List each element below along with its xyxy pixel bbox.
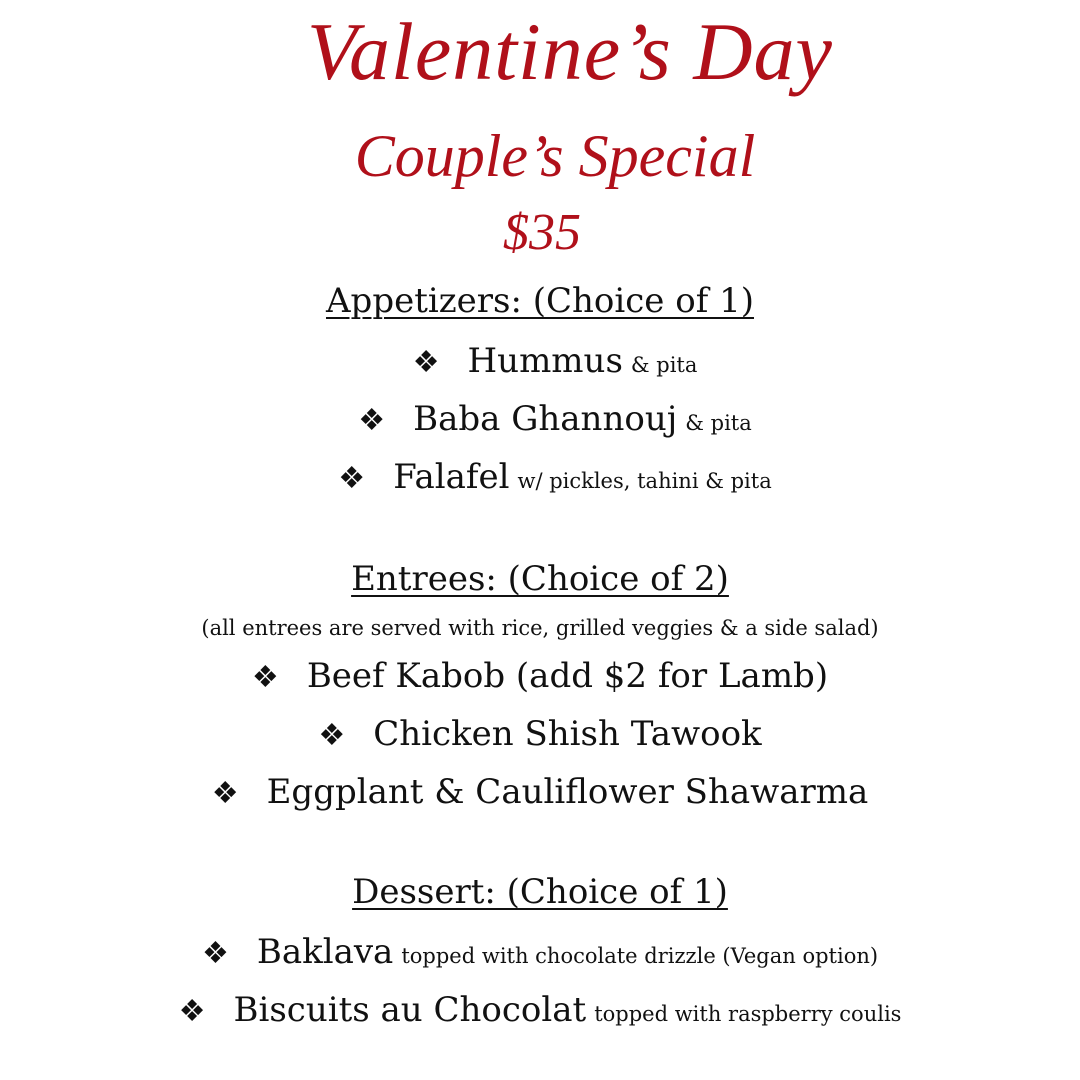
item-name: Baklava <box>256 932 394 972</box>
item-name: Baba Ghannouj <box>413 399 678 439</box>
item-detail: w/ pickles, tahini & pita <box>517 469 772 493</box>
diamond-bullet-icon: ❖ <box>178 994 206 1029</box>
item-name: Falafel <box>393 457 510 497</box>
item-detail: topped with raspberry coulis <box>594 1002 902 1026</box>
entree-item-beef-kabob <box>0 652 1080 706</box>
diamond-bullet-icon: ❖ <box>358 403 386 438</box>
item-name: Hummus <box>467 341 623 381</box>
diamond-bullet-icon: ❖ <box>201 936 229 971</box>
dessert-item-biscuits-au-chocolat <box>0 986 1080 1040</box>
entrees-heading: Entrees: (Choice of 2) <box>351 559 729 599</box>
item-name: Biscuits au Chocolat <box>233 990 587 1030</box>
diamond-bullet-icon: ❖ <box>211 776 239 811</box>
menu-title: Valentine’s Day <box>307 6 833 97</box>
appetizer-item-falafel <box>0 453 1080 507</box>
entree-item-eggplant-shawarma <box>0 768 1080 822</box>
entrees-note: (all entrees are served with rice, grilled veggies & a side salad) <box>201 616 879 640</box>
appetizers-heading: Appetizers: (Choice of 1) <box>326 281 754 321</box>
appetizer-item-hummus <box>0 337 1080 391</box>
diamond-bullet-icon: ❖ <box>318 718 346 753</box>
item-name: Beef Kabob (add $2 for Lamb) <box>306 656 829 696</box>
diamond-bullet-icon: ❖ <box>412 345 440 380</box>
appetizer-item-baba-ghannouj <box>0 395 1080 449</box>
menu-price: $35 <box>503 204 581 261</box>
item-detail: & pita <box>685 411 752 435</box>
item-name: Eggplant & Cauliflower Shawarma <box>266 772 869 812</box>
diamond-bullet-icon: ❖ <box>251 660 279 695</box>
item-detail: & pita <box>630 353 698 377</box>
dessert-heading: Dessert: (Choice of 1) <box>352 872 728 912</box>
item-detail: topped with chocolate drizzle (Vegan option) <box>401 944 879 968</box>
dessert-item-baklava <box>0 928 1080 982</box>
item-name: Chicken Shish Tawook <box>373 714 762 754</box>
diamond-bullet-icon: ❖ <box>338 461 366 496</box>
entree-item-chicken-shish-tawook <box>0 710 1080 764</box>
menu-subtitle: Couple’s Special <box>354 123 756 189</box>
